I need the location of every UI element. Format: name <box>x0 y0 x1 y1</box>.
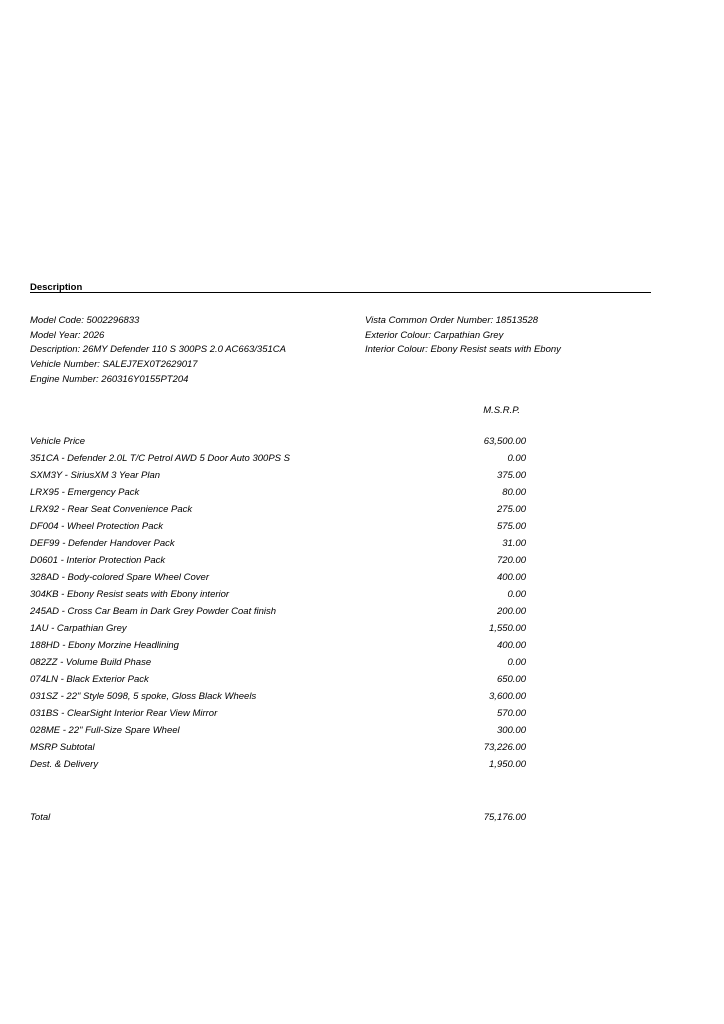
price-row <box>30 674 526 691</box>
price-item-label: Dest. & Delivery <box>30 759 99 770</box>
order-number: Vista Common Order Number: 18513528 <box>365 315 539 326</box>
price-item-amount: 31.00 <box>502 538 526 549</box>
price-item-amount: 0.00 <box>507 657 526 668</box>
price-item-label: MSRP Subtotal <box>30 742 95 753</box>
price-item-amount: 400.00 <box>496 640 526 651</box>
price-row <box>30 504 526 521</box>
price-item-label: 328AD - Body-colored Spare Wheel Cover <box>30 572 210 583</box>
price-item-label: 031SZ - 22" Style 5098, 5 spoke, Gloss Black Wheels <box>30 691 257 702</box>
total-amount: 75,176.00 <box>483 812 526 823</box>
price-item-amount: 275.00 <box>496 504 526 515</box>
price-item-label: LRX95 - Emergency Pack <box>30 487 140 498</box>
price-item-label: DEF99 - Defender Handover Pack <box>30 538 175 549</box>
price-row <box>30 436 526 453</box>
price-item-amount: 1,550.00 <box>489 623 526 634</box>
price-item-amount: 63,500.00 <box>483 436 526 447</box>
price-item-amount: 375.00 <box>496 470 526 481</box>
price-list <box>30 436 526 776</box>
total-label: Total <box>30 812 51 823</box>
price-row <box>30 572 526 589</box>
vehicle-number: Vehicle Number: SALEJ7EX0T2629017 <box>30 359 198 371</box>
price-item-amount: 570.00 <box>496 708 526 719</box>
price-item-label: D0601 - Interior Protection Pack <box>30 555 166 566</box>
msrp-column-header: M.S.R.P. <box>483 405 520 416</box>
price-item-amount: 300.00 <box>496 725 526 736</box>
price-item-label: 304KB - Ebony Resist seats with Ebony interior <box>30 589 230 600</box>
total-row <box>30 812 526 829</box>
price-row <box>30 691 526 708</box>
price-item-amount: 73,226.00 <box>483 742 526 753</box>
price-item-amount: 575.00 <box>496 521 526 532</box>
price-item-amount: 80.00 <box>502 487 526 498</box>
engine-number: Engine Number: 260316Y0155PT204 <box>30 373 189 385</box>
price-item-label: 245AD - Cross Car Beam in Dark Grey Powder Coat finish <box>30 606 277 617</box>
vehicle-info-left <box>30 314 350 387</box>
price-item-amount: 650.00 <box>496 674 526 685</box>
price-item-amount: 3,600.00 <box>489 691 526 702</box>
price-item-amount: 720.00 <box>496 555 526 566</box>
price-row <box>30 657 526 674</box>
section-title: Description <box>30 282 83 293</box>
price-item-label: Vehicle Price <box>30 436 86 447</box>
price-row <box>30 623 526 640</box>
model-year: Model Year: 2026 <box>30 329 105 341</box>
exterior-colour: Exterior Colour: Carpathian Grey <box>365 329 504 341</box>
vehicle-info-right <box>365 314 665 358</box>
price-row <box>30 538 526 555</box>
price-row <box>30 759 526 776</box>
price-item-label: 028ME - 22" Full-Size Spare Wheel <box>30 725 180 736</box>
price-row <box>30 470 526 487</box>
price-row <box>30 487 526 504</box>
price-item-label: LRX92 - Rear Seat Convenience Pack <box>30 504 193 515</box>
price-item-amount: 400.00 <box>496 572 526 583</box>
price-row <box>30 606 526 623</box>
price-item-amount: 0.00 <box>507 589 526 600</box>
price-item-amount: 200.00 <box>496 606 526 617</box>
price-item-label: 074LN - Black Exterior Pack <box>30 674 149 685</box>
price-row <box>30 521 526 538</box>
model-description: Description: 26MY Defender 110 S 300PS 2.0 AC663/351CA <box>30 344 286 356</box>
price-item-label: SXM3Y - SiriusXM 3 Year Plan <box>30 470 161 481</box>
price-item-label: 082ZZ - Volume Build Phase <box>30 657 152 668</box>
price-row <box>30 742 526 759</box>
price-row <box>30 725 526 742</box>
price-item-label: 1AU - Carpathian Grey <box>30 623 127 634</box>
price-item-amount: 0.00 <box>507 453 526 464</box>
price-item-amount: 1,950.00 <box>489 759 526 770</box>
price-row <box>30 708 526 725</box>
price-row <box>30 589 526 606</box>
price-row <box>30 640 526 657</box>
price-item-label: 031BS - ClearSight Interior Rear View Mirror <box>30 708 218 719</box>
price-item-label: DF004 - Wheel Protection Pack <box>30 521 164 532</box>
price-row <box>30 555 526 572</box>
price-item-label: 351CA - Defender 2.0L T/C Petrol AWD 5 Door Auto 300PS S <box>30 453 290 464</box>
section-divider <box>30 292 651 293</box>
interior-colour: Interior Colour: Ebony Resist seats with Ebony <box>365 344 561 356</box>
model-code: Model Code: 5002296833 <box>30 315 140 326</box>
price-item-label: 188HD - Ebony Morzine Headlining <box>30 640 179 651</box>
price-row <box>30 453 526 470</box>
